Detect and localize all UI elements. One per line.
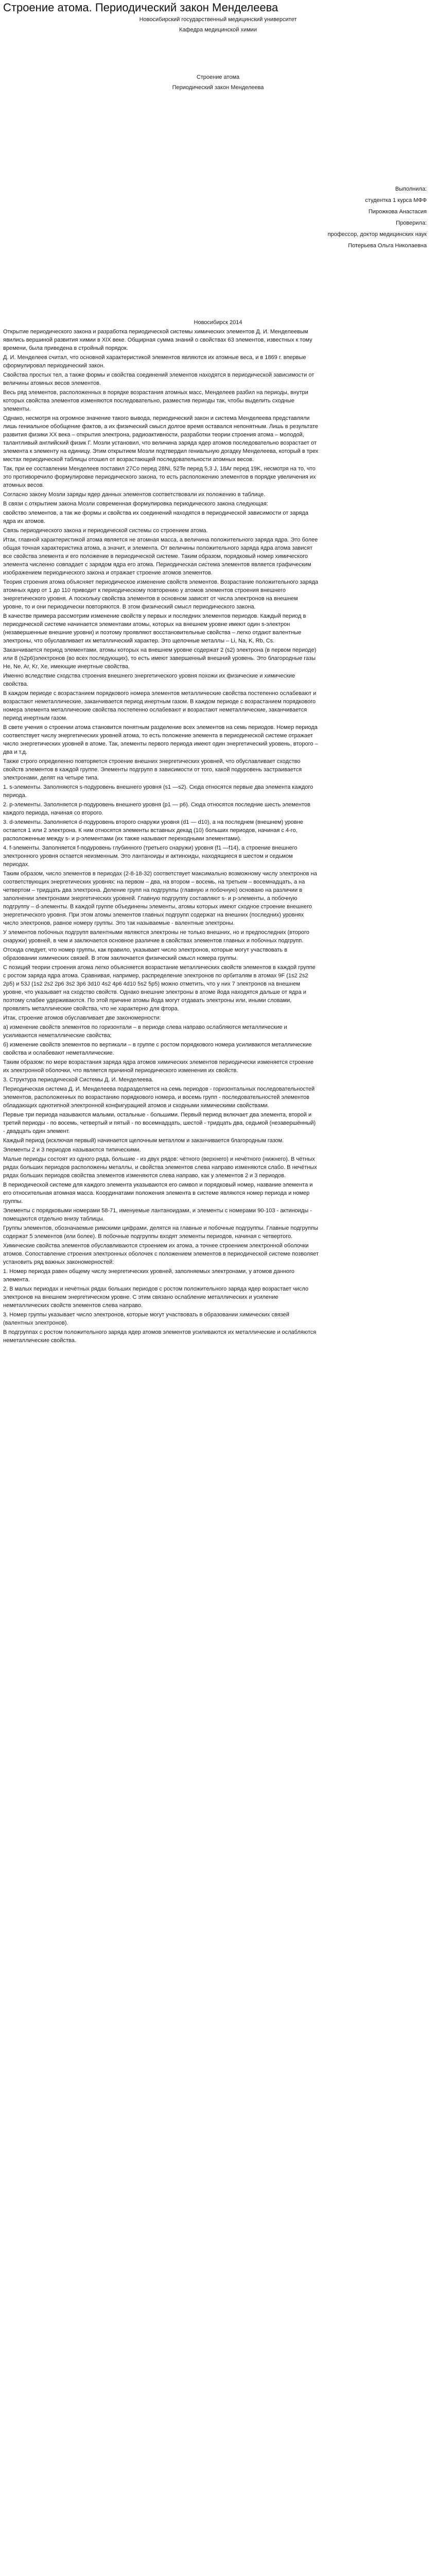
body-paragraph: 3. d-элементы. Заполняется d-подуровень второго снаружи уровня (d1 — d10), а на последнем (внешнем) уровне остается 1 или 2 электрона. К ним относятся элементы вставных декад (10) больших периодов, начиная с 4-го, расположенные между s- и p-элементами (их также называют переходными элементами).: [3, 819, 303, 842]
student-name: Пирожкова Анастасия: [368, 209, 427, 215]
body-paragraph: а) изменение свойств элементов по горизонтали – в периоде слева направо ослабляются металлические и усиливаются неметаллические свойства;: [3, 1024, 287, 1039]
body-paragraph: Малые периоды состоят из одного ряда, большие - из двух рядов: чётного (верхнего) и нечётного (нижнего). В чётных рядах больших периодов расположены металлы, и свойства элементов слева направо изменяются слабо. В нечётных рядах больших периодов свойства элементов изменяются слева направо, как у элементов 2 и 3 периодов.: [3, 1156, 317, 1179]
body-paragraph: В каждом периоде с возрастанием порядкового номера элементов металлические свойства постепенно ослабевают и возрастают неметаллические, заканчивается период инертным газом. В каждом периоде с возрастанием порядкового номера элемента металлические свойства постепенно ослабевают и возрастают неметаллические, заканчивается период инертным газом.: [3, 690, 317, 721]
body-paragraph: Периодическая система Д. И. Менделеева подразделяется на семь периодов - горизонтальных последовательностей элементов, расположенных по возрастанию порядкового номера, и восемь групп - последовательностей элементов обладающих однотипной электронной конфигурацией атомов и сходными химическими свойствами.: [3, 1086, 315, 1109]
body-paragraph: Свойства простых тел, а также формы и свойства соединений элементов находятся в периодической зависимости от величины атомных весов элементов.: [3, 372, 315, 386]
body-paragraph: Итак, главной характеристикой атома является не атомная масса, а величина положительного заряда ядра. Это более общая точная характеристика атома, а значит, и элемента. От величины положительного заряда ядра атома зависят все свойства элемента и его положение в периодической системе. Таким образом, порядковый номер химического элемента численно совпадает с зарядом ядра его атома. Периодическая система элементов является графическим изображением периодического закона и отражает строение атомов элементов.: [3, 537, 318, 576]
body-paragraph: 2. В малых периодах и нечётных рядах больших периодов с ростом положительного заряда ядер возрастает число электронов на внешнем энергетическом уровне. С этим связано ослабление металлических и усиление неметаллических свойств элементов слева направо.: [3, 1286, 309, 1309]
body-paragraph: 2. p-элементы. Заполняется p-подуровень внешнего уровня (p1 — p6). Сюда относятся последние шесть элементов каждого периода, начиная со второго.: [3, 802, 310, 816]
subject-line-1: Строение атома: [196, 74, 240, 80]
body-paragraph: Связь периодического закона и периодической системы со строением атома.: [3, 528, 208, 534]
subject-line-2: Периодический закон Менделеева: [172, 84, 264, 91]
document-page: [0, 1, 436, 2576]
body-paragraph: В качестве примера рассмотрим изменение свойств у первых и последних элементов периодов. Каждый период в периодической системе начинается элементами атомы, которых на внешнем уровне имеют один s-электрон (незавершенные внешние уровни) и поэтому проявляют восстановительные свойства – легко отдают валентные электроны, что обуславливает их металлический характер. Это щелочные металлы – Li, Na, K, Rb, Cs.: [3, 613, 306, 644]
body-paragraph: Элементы с порядковыми номерами 58-71, именуемые лантаноидами, и элементы с номерами 90-103 - актиноиды - помещаются отдельно внизу таблицы.: [3, 1208, 312, 1222]
body-paragraph: свойство элементов, а так же формы и свойства их соединений находятся в периодической зависимости от заряда ядра их атомов.: [3, 510, 308, 524]
body-paragraph: Химические свойства элементов обуславливаются строением их атома, а точнее строением электронной оболочки атомов. Сопоставление строения электронных оболочек с положением элементов в периодической системе позволяет установить ряд важных закономерностей:: [3, 1243, 319, 1265]
department-name: Кафедра медицинской химии: [179, 27, 257, 33]
document-body: [0, 328, 436, 1345]
body-paragraph: Группы элементов, обозначаемые римскими цифрами, делятся на главные и побочные подгруппы. Главные подгруппы содержат 5 элементов (или более). В побочные подгруппы входят элементы периодов, начиная с четвертого.: [3, 1225, 318, 1240]
body-paragraph: В подгруппах с ростом положительного заряда ядер атомов элементов усиливаются их металлические и ослабляются неметаллические свойства.: [3, 1329, 317, 1344]
page-title: Строение атома. Периодический закон Менделеева: [3, 1, 278, 14]
body-paragraph: Итак, строение атомов обуславливает две закономерности:: [3, 1015, 161, 1021]
body-paragraph: В периодической системе для каждого элемента указываются его символ и порядковый номер, название элемента и его относительная атомная масса. Координатами положения элемента в системе являются номер периода и номер группы.: [3, 1182, 313, 1205]
body-paragraph: Каждый период (исключая первый) начинается щелочным металлом и заканчивается благородным газом.: [3, 1138, 284, 1144]
student-course: студентка 1 курса МФФ: [365, 197, 427, 204]
city-year: Новосибирск 2014: [194, 319, 242, 326]
body-paragraph: 4. f-элементы. Заполняется f-подуровень глубинного (третьего снаружи) уровня (f1 —f14), а строение внешнего электронного уровня остается неизменным. Это лантаноиды и актиноиды, находящиеся в шестом и седьмом периодах.: [3, 845, 298, 868]
body-paragraph: Заканчивается период элементами, атомы которых на внешнем уровне содержат 2 (s2) электрона (в первом периоде) или 8 (s2p6)электронов (во всех последующих), то есть имеют завершенный внешний уровень. Это благородные газы He, Ne, Ar, Kr, Xe, имеющие инертные свойства.: [3, 647, 317, 670]
body-paragraph: Первые три периода называются малыми, остальные - большими. Первый период включает два элемента, второй и третий периоды - по восемь, четвертый и пятый - по восемнадцать, шестой - тридцать два, седьмой (незавершённый) - двадцать один элемент.: [3, 1112, 316, 1134]
body-paragraph: Д. И. Менделеев считал, что основной характеристикой элементов являются их атомные веса, и в 1869 г. впервые сформулировал периодический закон.: [3, 354, 306, 369]
body-paragraph: У элементов побочных подгрупп валентными являются электроны не только внешних, но и предпоследних (второго снаружи) уровней, в чем и заключается основное различие в свойствах элементов главных и побочных подгрупп.: [3, 929, 309, 944]
body-paragraph: Однако, несмотря на огромное значение такого вывода, периодический закон и система Менделеева представляли лишь гениальное обобщение фактов, а их физический смысл долгое время оставался непонятным. Лишь в результате развития физики XX века – открытия электрона, радиоактивности, разработки теории строения атома – молодой, талантливый английский физик Г. Мозли установил, что величина заряда ядер атомов последовательно возрастает от элемента к элементу на единицу. Этим открытием Мозли подтвердил гениальную догадку Менделеева, который в трех местах периодической таблицы отошел от возрастающей последовательности атомных весов.: [3, 415, 319, 463]
body-paragraph: В связи с открытием закона Мозли современная формулировка периодического закона следующая:: [3, 501, 268, 507]
body-paragraph: Открытие периодического закона и разработка периодической системы химических элементов Д. И. Менделеевым явились вершиной развития химии в XIX веке. Общирная сумма знаний о свойствах 63 элементов, известных к тому времени, была приведена в стройный порядок.: [3, 329, 312, 351]
body-paragraph: Так, при ее составлении Менделеев поставил 27Co перед 28Ni, 52Te перед 5,3 J, 18Ar перед 19K, несмотря на то, что это противоречило формулировке периодического закона, то есть расположению элементов в порядке увеличения их атомных весов.: [3, 466, 316, 488]
body-paragraph: С позиций теории строения атома легко объясняется возрастание металлических свойств элементов в каждой группе с ростом заряда ядра атома. Сравнивая, например, распределение электронов по орбиталям в атомах 9F (1s2 2s2 2p5) и 53J (1s2 2s2 2p6 3s2 3p6 3d10 4s2 4p6 4d10 5s2 5p5) можно отметить, что у них 7 электронов на внешнем уровне, что указывает на сходство свойств. Однако внешние электроны в атоме йода находятся дальше от ядра и поэтому слабее удерживаются. По этой причине атомы йода могут отдавать электроны или, иными словами, проявлять металлические свойства, что не характерно для фтора.: [3, 964, 316, 1012]
checker-name: Потерьева Ольга Николаевна: [348, 243, 427, 249]
body-paragraph: 3. Структура периодической Системы Д. И. Менделеева.: [3, 1077, 153, 1083]
checked-label: Проверила:: [396, 220, 427, 226]
body-paragraph: Весь ряд элементов, расположенных в порядке возрастания атомных масс, Менделеев разбил на периоды, внутри которых свойства элементов изменяются последовательно, разместив периоды так, чтобы выделить сходные элементы.: [3, 389, 308, 412]
body-paragraph: 3. Номер группы указывает число электронов, которые могут участвовать в образовании химических связей (валентных электронов).: [3, 1312, 289, 1326]
body-paragraph: Именно вследствие сходства строения внешнего энергетического уровня похожи их физические и химические свойства.: [3, 673, 295, 687]
performed-label: Выполнила:: [395, 186, 427, 192]
body-paragraph: Согласно закону Мозли заряды ядер данных элементов соответствовали их положению в таблице.: [3, 492, 266, 498]
body-paragraph: Отсюда следует, что номер группы, как правило, указывает число электронов, которые могут участвовать в образовании химических связей. В этом заключается физический смысл номера группы.: [3, 947, 287, 961]
body-paragraph: В свете учения о строении атома становится понятным разделение всех элементов на семь периодов. Номер периода соответствует числу энергетических уровней атома, то есть положение элемента в периодической системе отражает число энергетических уровней в атоме. Так, элементы первого периода имеют один энергетический уровень, второго – два и т.д.: [3, 724, 318, 755]
body-paragraph: Теория строения атома объясняет периодическое изменение свойств элементов. Возрастание положительного заряда атомных ядер от 1 до 110 приводит к периодическому повторению у атомов элементов строения внешнего энергетического уровня. А поскольку свойства элементов в основном зависят от числа электронов на внешнем уровне, то и они периодически повторяются. В этом физический смысл периодического закона.: [3, 579, 319, 610]
body-paragraph: 1. s-элементы. Заполняются s-подуровень внешнего уровня (s1 —s2). Сюда относятся первые два элемента каждого периода.: [3, 784, 313, 799]
university-name: Новосибирский государственный медицинский университет: [139, 16, 297, 23]
body-paragraph: Элементы 2 и 3 периодов называются типическими.: [3, 1147, 141, 1153]
body-paragraph: Таким образом: по мере возрастания заряда ядра атомов химических элементов периодически изменяется строение их электронной оболочки, что является причиной периодического изменения их свойств.: [3, 1059, 314, 1074]
body-paragraph: Также строго определенно повторяется строение внешних энергетических уровней, что обуславливает сходство свойств элементов в каждой группе. Элементы подгрупп в зависимости от того, какой подуровень застраивается электронами, делят на четыре типа.: [3, 758, 302, 781]
author-block: [0, 183, 436, 251]
body-paragraph: б) изменение свойств элементов по вертикали – в группе с ростом порядкового номера усиливаются металлические свойства и ослабевают неметаллические.: [3, 1042, 312, 1056]
body-paragraph: 1. Номер периода равен общему числу энергетических уровней, заполняемых электронами, у атомов данного элемента.: [3, 1268, 295, 1283]
body-paragraph: Таким образом, число элементов в периодах (2-8-18-32) соответствует максимально возможному числу электронов на соответствующих энергетических уровнях: на первом – два, на втором – восемь, на третьем – восемнадцать, а на четвертом – тридцать два электрона. Деление групп на подгруппы (главную и побочную) основано на различии в заполнении электронами энергетических уровней. Главную подгруппу составляют s- и p-элементы, а побочную подгруппу – d-элементы. В каждой группе объединены элементы, атомы которых имеют сходное строение внешнего энергетического уровня. При этом атомы элементов главных подгрупп содержат на внешних (последних) уровнях число электронов, равное номеру группы. Это так называемые - валентные электроны.: [3, 871, 317, 926]
checker-title: профессор, доктор медицинских наук: [327, 231, 427, 238]
